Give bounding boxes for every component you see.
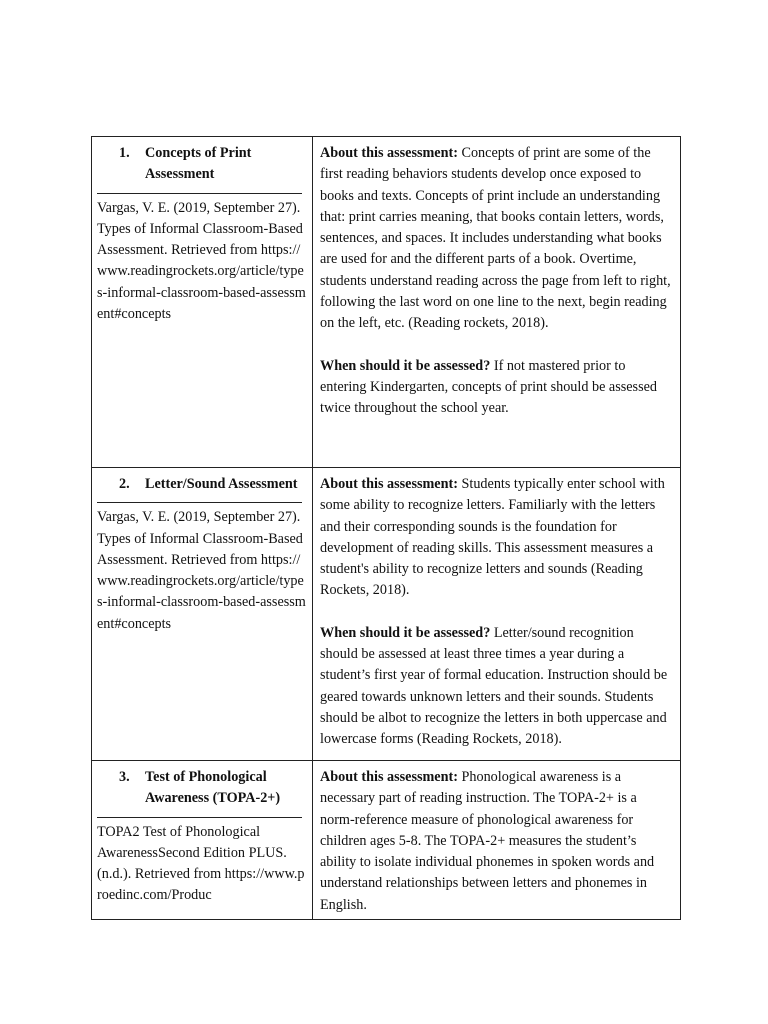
divider bbox=[97, 817, 302, 818]
citation bbox=[97, 198, 307, 326]
assessment-description-cell bbox=[313, 137, 680, 467]
when-paragraph bbox=[320, 623, 674, 751]
citation-text: TOPA2 Test of Phonological AwarenessSecond Edition PLUS. (n.d.). Retrieved from bbox=[97, 823, 287, 883]
assessment-heading bbox=[119, 767, 312, 810]
about-paragraph bbox=[320, 474, 674, 602]
citation bbox=[97, 507, 307, 635]
table-row bbox=[92, 137, 680, 467]
about-label: About this assessment: bbox=[320, 476, 458, 492]
when-label: When should it be assessed? bbox=[320, 624, 491, 641]
about-text: Concepts of print are some of the first reading behaviors students develop once exposed to books and texts. Concepts of print include an understanding that: print carries meaning, that books contain letters, words, sentences, and spaces. It includes understanding what books are used for and the different parts of a book. Overtime, students understand reading across the page from left to right, following the last word on one line to the next, begin reading on the left, etc. (Reading rockets, 2018). bbox=[320, 145, 671, 332]
citation-url: https://www.readingrockets.org/article/types-informal-classroom-based-assessment#concepts bbox=[97, 551, 306, 632]
divider bbox=[97, 193, 302, 194]
citation-text: Vargas, V. E. (2019, September 27). Types of Informal Classroom-Based Assessment. Retrieved from bbox=[97, 509, 303, 568]
about-paragraph bbox=[320, 143, 674, 335]
table-row bbox=[92, 760, 680, 919]
when-text: If not mastered prior to entering Kindergarten, concepts of print should be assessed twice throughout the school year. bbox=[320, 357, 657, 417]
citation-url: https://www.proedinc.com/Produc bbox=[97, 866, 305, 904]
assessment-name-cell bbox=[92, 137, 313, 467]
citation-url: https://www.readingrockets.org/article/types-informal-classroom-based-assessment#concepts bbox=[97, 242, 306, 323]
when-label: When should it be assessed? bbox=[320, 357, 491, 374]
divider bbox=[97, 502, 302, 503]
assessment-description-cell bbox=[313, 761, 680, 919]
about-label: About this assessment: bbox=[320, 145, 458, 161]
assessment-title: Letter/Sound Assessment bbox=[145, 476, 298, 492]
assessment-description-cell bbox=[313, 468, 680, 760]
when-text: Letter/sound recognition should be assessed at least three times a year during a student’s first year of formal education. Instruction should be geared towards unknown letters and their sounds. Students should be albot to recognize the letters in both uppercase and lowercase forms (Reading Rockets, 2018). bbox=[320, 624, 668, 748]
citation-text: Vargas, V. E. (2019, September 27). Types of Informal Classroom-Based Assessment. Retrieved from bbox=[97, 199, 303, 259]
item-number: 1. bbox=[119, 145, 130, 161]
item-number: 3. bbox=[119, 769, 130, 785]
table-row bbox=[92, 467, 680, 760]
assessment-title: Concepts of Print Assessment bbox=[145, 145, 252, 183]
assessment-name-cell bbox=[92, 761, 313, 919]
assessment-heading bbox=[119, 474, 312, 495]
assessment-heading bbox=[119, 143, 312, 186]
about-paragraph bbox=[320, 767, 674, 916]
about-text: Students typically enter school with some ability to recognize letters. Familiarly with the letters and their corresponding sounds is the foundation for development of reading skills. This assessment measures a student's ability to recognize letters and sounds (Reading Rockets, 2018). bbox=[320, 476, 665, 599]
assessment-table bbox=[91, 136, 681, 920]
about-text: Phonological awareness is a necessary part of reading instruction. The TOPA-2+ is a norm-reference measure of phonological awareness for children ages 5-8. The TOPA-2+ measures the student’s ability to isolate individual phonemes in spoken words and understand relationships between letters and phonemes in English. bbox=[320, 769, 655, 913]
citation bbox=[97, 822, 307, 907]
when-paragraph bbox=[320, 356, 674, 420]
assessment-title: Test of Phonological Awareness (TOPA-2+) bbox=[145, 769, 281, 807]
about-label: About this assessment: bbox=[320, 769, 458, 785]
assessment-name-cell bbox=[92, 468, 313, 760]
item-number: 2. bbox=[119, 476, 130, 492]
